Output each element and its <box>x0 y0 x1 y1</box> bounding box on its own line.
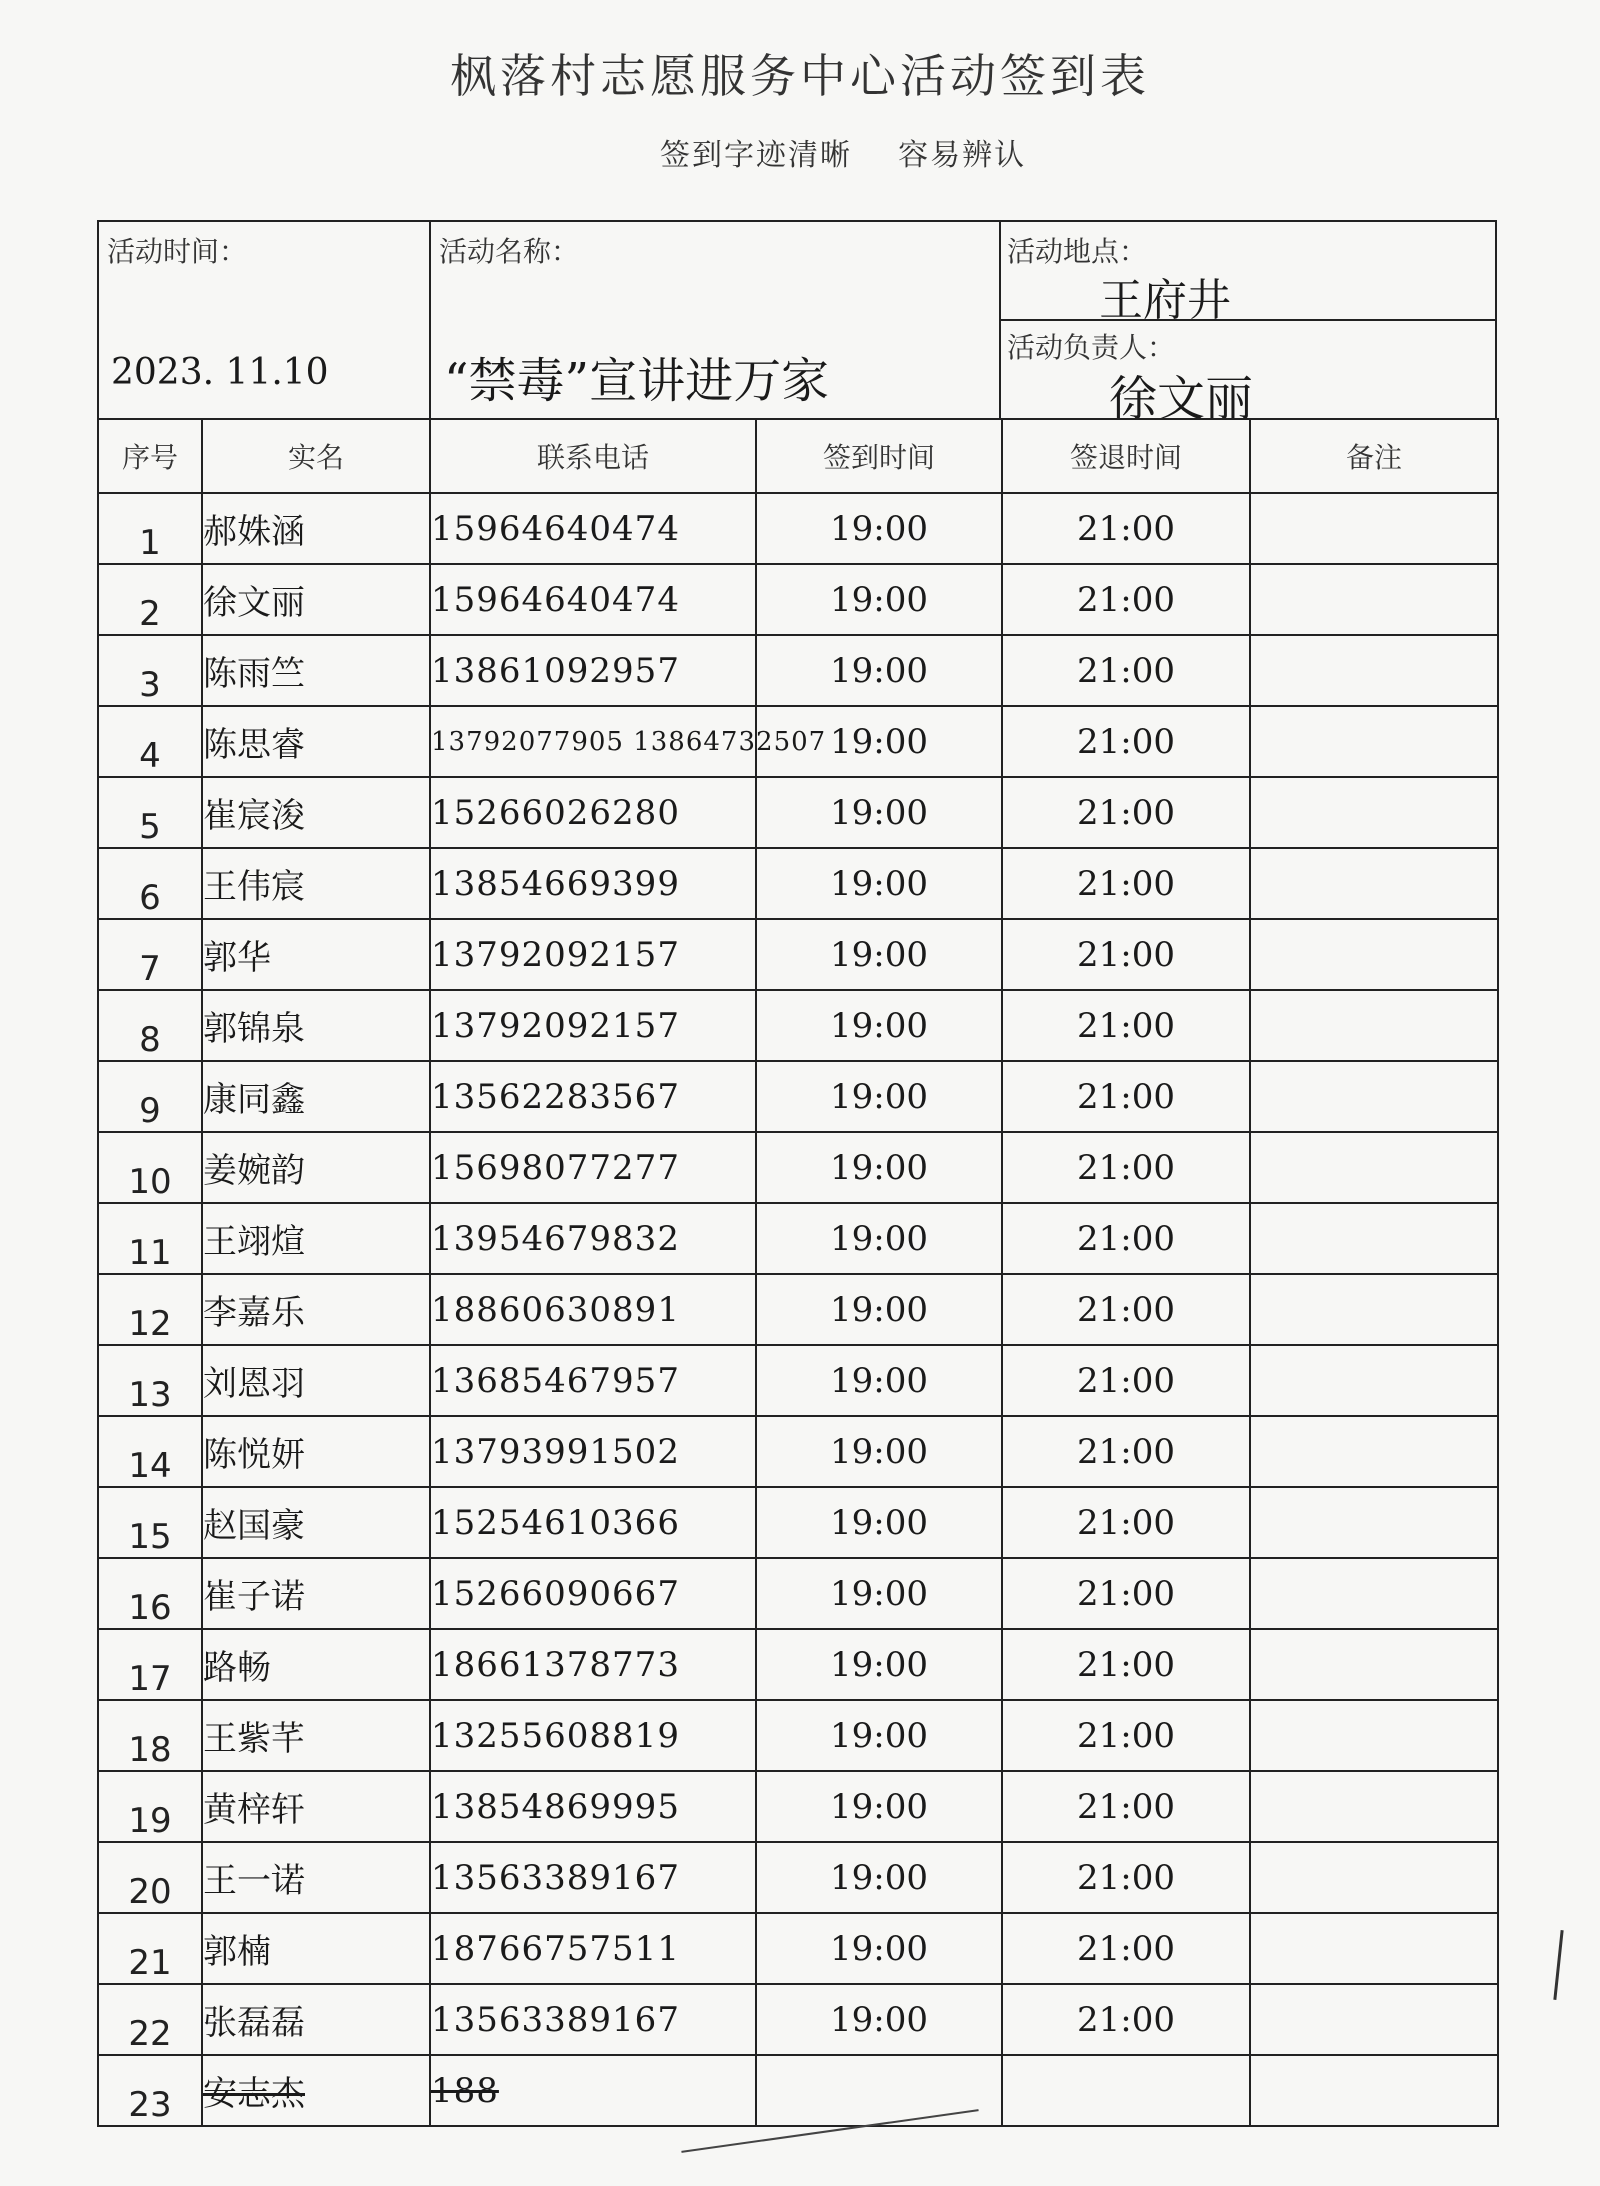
row-signout-time[interactable]: 21:00 <box>1002 1984 1250 2055</box>
row-number: 22 <box>98 1984 202 2055</box>
row-number: 5 <box>98 777 202 848</box>
row-note[interactable] <box>1250 635 1498 706</box>
row-number: 13 <box>98 1345 202 1416</box>
row-phone[interactable]: 13792077905 13864732507 <box>430 706 756 777</box>
table-row <box>98 777 1498 848</box>
row-name[interactable]: 安志杰 <box>202 2055 430 2126</box>
column-header: 备注 <box>1250 419 1498 493</box>
row-phone[interactable]: 13563389167 <box>430 1842 756 1913</box>
row-phone[interactable]: 18860630891 <box>430 1274 756 1345</box>
activity-leader-label: 活动负责人： <box>1007 331 1176 364</box>
row-name[interactable]: 王翊煊 <box>202 1203 430 1274</box>
table-row <box>98 848 1498 919</box>
activity-time-label: 活动时间： <box>107 235 248 268</box>
table-row <box>98 1842 1498 1913</box>
row-signout-time[interactable]: 21:00 <box>1002 1345 1250 1416</box>
row-phone[interactable]: 13255608819 <box>430 1700 756 1771</box>
row-name[interactable]: 康同鑫 <box>202 1061 430 1132</box>
row-signin-time[interactable]: 19:00 <box>756 1558 1002 1629</box>
row-signin-time[interactable]: 19:00 <box>756 635 1002 706</box>
table-header-row <box>98 419 1498 493</box>
divider <box>1001 319 1495 321</box>
row-number: 2 <box>98 564 202 635</box>
signin-table <box>97 418 1499 2127</box>
table-row <box>98 1203 1498 1274</box>
row-signin-time[interactable]: 19:00 <box>756 1700 1002 1771</box>
row-signout-time[interactable]: 21:00 <box>1002 1203 1250 1274</box>
row-note[interactable] <box>1250 1771 1498 1842</box>
row-phone[interactable]: 188 <box>430 2055 756 2126</box>
row-signin-time[interactable]: 19:00 <box>756 1984 1002 2055</box>
row-name[interactable]: 赵国豪 <box>202 1487 430 1558</box>
row-name[interactable]: 徐文丽 <box>202 564 430 635</box>
row-note[interactable] <box>1250 1629 1498 1700</box>
row-note[interactable] <box>1250 1132 1498 1203</box>
row-name[interactable]: 黄梓轩 <box>202 1771 430 1842</box>
row-phone[interactable]: 18766757511 <box>430 1913 756 1984</box>
row-number: 11 <box>98 1203 202 1274</box>
table-row <box>98 1487 1498 1558</box>
row-signout-time[interactable]: 21:00 <box>1002 1487 1250 1558</box>
row-signin-time[interactable]: 19:00 <box>756 1771 1002 1842</box>
row-note[interactable] <box>1250 990 1498 1061</box>
row-note[interactable] <box>1250 1061 1498 1132</box>
row-signin-time[interactable]: 19:00 <box>756 1345 1002 1416</box>
row-number: 4 <box>98 706 202 777</box>
row-note[interactable] <box>1250 2055 1498 2126</box>
row-phone[interactable]: 13861092957 <box>430 635 756 706</box>
row-note[interactable] <box>1250 777 1498 848</box>
row-phone[interactable]: 15266026280 <box>430 777 756 848</box>
page-title: 枫落村志愿服务中心活动签到表 <box>450 49 1150 103</box>
row-note[interactable] <box>1250 706 1498 777</box>
row-signout-time[interactable]: 21:00 <box>1002 848 1250 919</box>
row-signin-time[interactable]: 19:00 <box>756 1913 1002 1984</box>
row-name[interactable]: 王紫芊 <box>202 1700 430 1771</box>
row-phone[interactable]: 18661378773 <box>430 1629 756 1700</box>
table-row <box>98 1700 1498 1771</box>
row-note[interactable] <box>1250 1558 1498 1629</box>
row-phone[interactable]: 13685467957 <box>430 1345 756 1416</box>
row-phone[interactable]: 15698077277 <box>430 1132 756 1203</box>
row-name[interactable]: 张磊磊 <box>202 1984 430 2055</box>
table-row <box>98 1345 1498 1416</box>
table-row <box>98 1629 1498 1700</box>
row-signout-time[interactable]: 21:00 <box>1002 493 1250 564</box>
activity-name-value[interactable]: “禁毒”宣讲进万家 <box>444 353 830 409</box>
row-number: 12 <box>98 1274 202 1345</box>
table-row <box>98 1558 1498 1629</box>
table-row <box>98 919 1498 990</box>
table-row <box>98 564 1498 635</box>
row-number: 16 <box>98 1558 202 1629</box>
table-row <box>98 990 1498 1061</box>
page-subtitle: 签到字迹清晰 容易辨认 <box>660 138 1027 173</box>
row-signout-time[interactable]: 21:00 <box>1002 1416 1250 1487</box>
row-name[interactable]: 陈悦妍 <box>202 1416 430 1487</box>
row-name[interactable]: 郭锦泉 <box>202 990 430 1061</box>
row-number: 17 <box>98 1629 202 1700</box>
row-name[interactable]: 郭楠 <box>202 1913 430 1984</box>
row-number: 20 <box>98 1842 202 1913</box>
column-header: 序号 <box>98 419 202 493</box>
row-phone[interactable]: 15964640474 <box>430 564 756 635</box>
row-number: 1 <box>98 493 202 564</box>
row-phone[interactable]: 13954679832 <box>430 1203 756 1274</box>
row-name[interactable]: 姜婉韵 <box>202 1132 430 1203</box>
row-signout-time[interactable]: 21:00 <box>1002 919 1250 990</box>
row-signout-time[interactable]: 21:00 <box>1002 706 1250 777</box>
column-header: 签退时间 <box>1002 419 1250 493</box>
row-note[interactable] <box>1250 493 1498 564</box>
row-number: 3 <box>98 635 202 706</box>
row-name[interactable]: 崔宸浚 <box>202 777 430 848</box>
activity-place-label: 活动地点： <box>1007 235 1148 268</box>
row-note[interactable] <box>1250 848 1498 919</box>
activity-header <box>97 220 1497 427</box>
row-number: 15 <box>98 1487 202 1558</box>
row-number: 10 <box>98 1132 202 1203</box>
row-phone[interactable]: 13792092157 <box>430 919 756 990</box>
table-row <box>98 1771 1498 1842</box>
row-signout-time[interactable]: 21:00 <box>1002 1771 1250 1842</box>
row-signout-time[interactable]: 21:00 <box>1002 777 1250 848</box>
row-note[interactable] <box>1250 1416 1498 1487</box>
row-signout-time[interactable]: 21:00 <box>1002 1913 1250 1984</box>
table-row <box>98 1132 1498 1203</box>
column-header: 实名 <box>202 419 430 493</box>
row-signin-time[interactable]: 19:00 <box>756 1274 1002 1345</box>
row-signin-time[interactable]: 19:00 <box>756 1416 1002 1487</box>
row-name[interactable]: 崔子诺 <box>202 1558 430 1629</box>
row-signout-time[interactable]: 21:00 <box>1002 990 1250 1061</box>
table-row <box>98 493 1498 564</box>
row-number: 9 <box>98 1061 202 1132</box>
row-number: 19 <box>98 1771 202 1842</box>
row-phone[interactable]: 13792092157 <box>430 990 756 1061</box>
activity-leader-value[interactable]: 徐文丽 <box>1109 371 1254 427</box>
row-signout-time[interactable]: 21:00 <box>1002 564 1250 635</box>
table-row <box>98 1416 1498 1487</box>
table-row <box>98 2055 1498 2126</box>
row-signin-time[interactable] <box>756 2055 1002 2126</box>
row-signin-time[interactable]: 19:00 <box>756 706 1002 777</box>
row-name[interactable]: 路畅 <box>202 1629 430 1700</box>
table-row <box>98 1913 1498 1984</box>
row-signin-time[interactable]: 19:00 <box>756 777 1002 848</box>
row-signin-time[interactable]: 19:00 <box>756 564 1002 635</box>
row-signout-time[interactable]: 21:00 <box>1002 1061 1250 1132</box>
row-name[interactable]: 刘恩羽 <box>202 1345 430 1416</box>
row-name[interactable]: 李嘉乐 <box>202 1274 430 1345</box>
row-signout-time[interactable]: 21:00 <box>1002 1700 1250 1771</box>
row-signout-time[interactable]: 21:00 <box>1002 1274 1250 1345</box>
column-header: 联系电话 <box>430 419 756 493</box>
row-note[interactable] <box>1250 919 1498 990</box>
row-signin-time[interactable]: 19:00 <box>756 493 1002 564</box>
row-note[interactable] <box>1250 1700 1498 1771</box>
row-signout-time[interactable] <box>1002 2055 1250 2126</box>
row-name[interactable]: 陈思睿 <box>202 706 430 777</box>
row-number: 23 <box>98 2055 202 2126</box>
row-signout-time[interactable]: 21:00 <box>1002 1558 1250 1629</box>
row-note[interactable] <box>1250 1345 1498 1416</box>
row-signin-time[interactable]: 19:00 <box>756 848 1002 919</box>
row-phone[interactable]: 15266090667 <box>430 1558 756 1629</box>
row-signin-time[interactable]: 19:00 <box>756 1203 1002 1274</box>
row-number: 21 <box>98 1913 202 1984</box>
row-phone[interactable]: 13854869995 <box>430 1771 756 1842</box>
row-signout-time[interactable]: 21:00 <box>1002 1629 1250 1700</box>
row-note[interactable] <box>1250 1913 1498 1984</box>
table-row <box>98 1984 1498 2055</box>
row-phone[interactable]: 15254610366 <box>430 1487 756 1558</box>
row-note[interactable] <box>1250 1274 1498 1345</box>
row-name[interactable]: 王伟宸 <box>202 848 430 919</box>
row-signin-time[interactable]: 19:00 <box>756 990 1002 1061</box>
row-signin-time[interactable]: 19:00 <box>756 919 1002 990</box>
row-name[interactable]: 王一诺 <box>202 1842 430 1913</box>
row-number: 14 <box>98 1416 202 1487</box>
table-row <box>98 1061 1498 1132</box>
row-number: 6 <box>98 848 202 919</box>
row-signout-time[interactable]: 21:00 <box>1002 1132 1250 1203</box>
row-phone[interactable]: 13854669399 <box>430 848 756 919</box>
row-signin-time[interactable]: 19:00 <box>756 1132 1002 1203</box>
pen-mark <box>1553 1930 1563 2000</box>
row-phone[interactable]: 13562283567 <box>430 1061 756 1132</box>
row-phone[interactable]: 15964640474 <box>430 493 756 564</box>
row-signin-time[interactable]: 19:00 <box>756 1487 1002 1558</box>
row-signout-time[interactable]: 21:00 <box>1002 635 1250 706</box>
row-signout-time[interactable]: 21:00 <box>1002 1842 1250 1913</box>
row-note[interactable] <box>1250 1984 1498 2055</box>
row-number: 18 <box>98 1700 202 1771</box>
row-note[interactable] <box>1250 1203 1498 1274</box>
row-signin-time[interactable]: 19:00 <box>756 1629 1002 1700</box>
row-note[interactable] <box>1250 1842 1498 1913</box>
row-number: 8 <box>98 990 202 1061</box>
activity-place-value[interactable]: 王府井 <box>1099 275 1231 326</box>
row-number: 7 <box>98 919 202 990</box>
table-row <box>98 706 1498 777</box>
activity-time-value[interactable]: 2023. 11.10 <box>111 352 329 393</box>
table-row <box>98 635 1498 706</box>
row-note[interactable] <box>1250 564 1498 635</box>
activity-name-label: 活动名称： <box>439 235 580 268</box>
row-note[interactable] <box>1250 1487 1498 1558</box>
row-signin-time[interactable]: 19:00 <box>756 1842 1002 1913</box>
row-name[interactable]: 郭华 <box>202 919 430 990</box>
row-phone[interactable]: 13563389167 <box>430 1984 756 2055</box>
divider <box>429 222 431 418</box>
table-row <box>98 1274 1498 1345</box>
row-signin-time[interactable]: 19:00 <box>756 1061 1002 1132</box>
column-header: 签到时间 <box>756 419 1002 493</box>
row-phone[interactable]: 13793991502 <box>430 1416 756 1487</box>
row-name[interactable]: 郝姝涵 <box>202 493 430 564</box>
row-name[interactable]: 陈雨竺 <box>202 635 430 706</box>
